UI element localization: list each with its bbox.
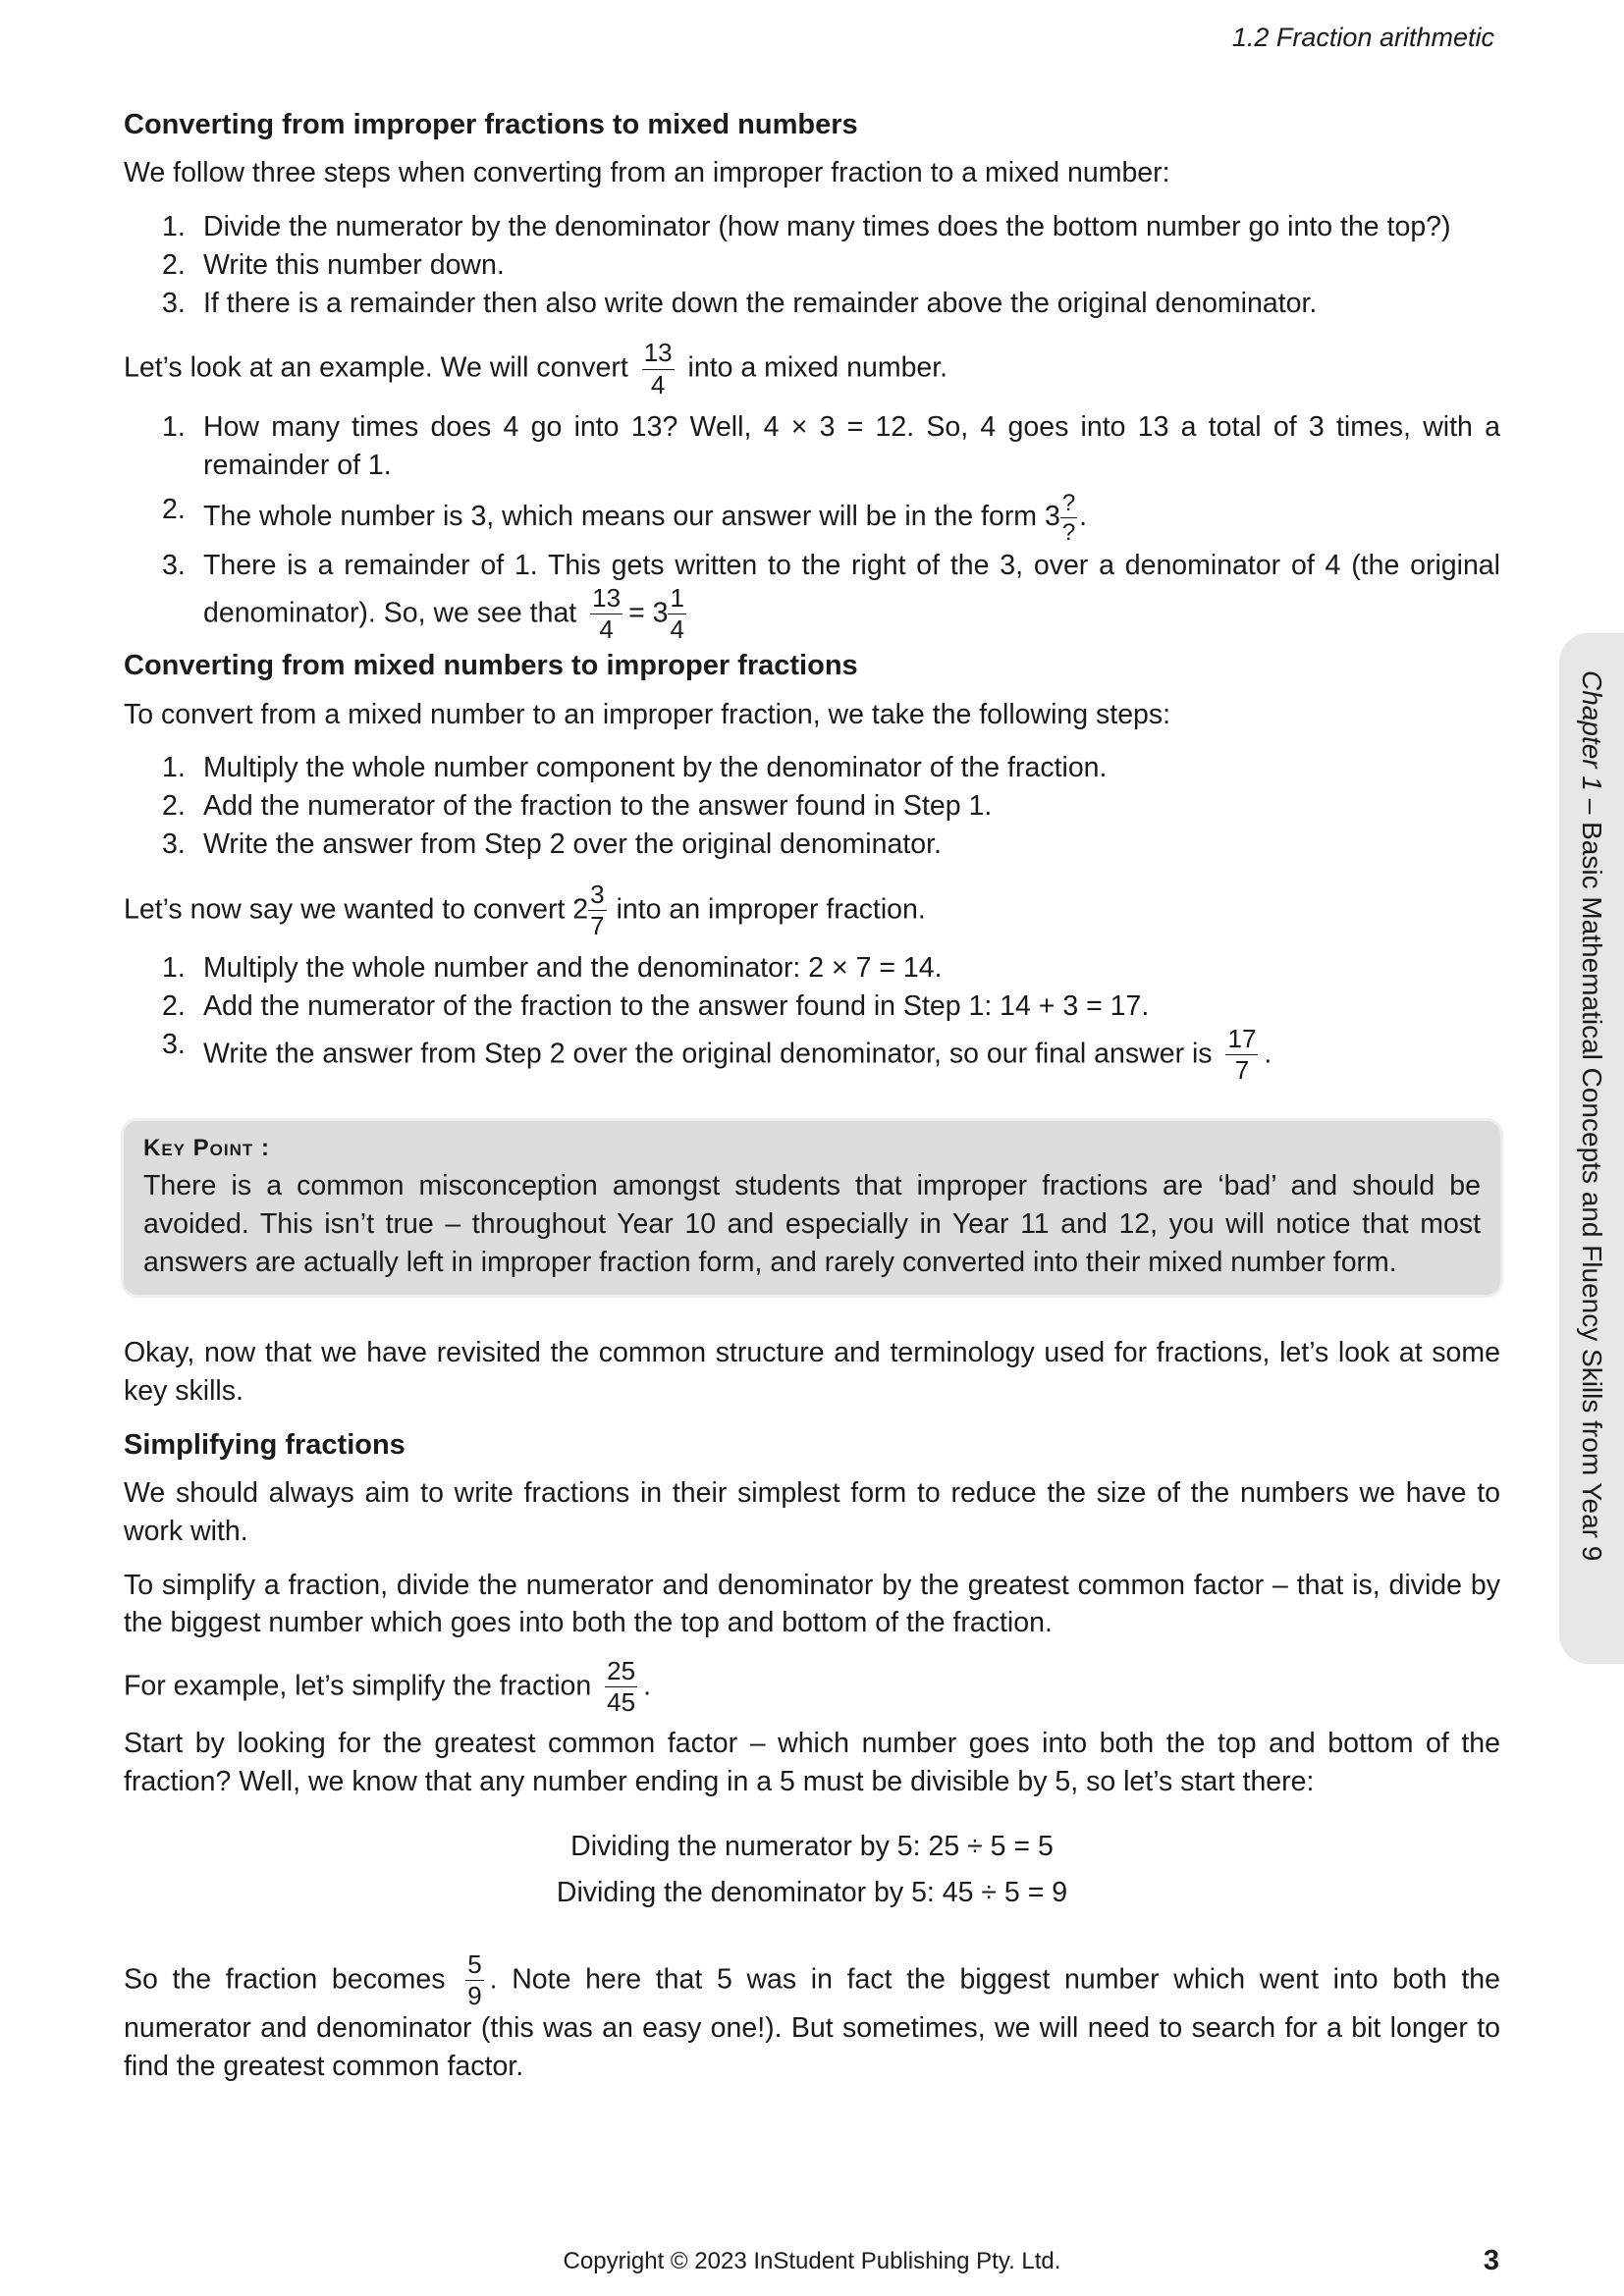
page-content — [124, 106, 1500, 2102]
numerator: 3 — [588, 881, 606, 911]
denominator: 7 — [1234, 1055, 1250, 1086]
list-item: Multiply the whole number and the denominator: 2 × 7 = 14. — [203, 952, 943, 985]
paragraph: To convert from a mixed number to an improper fraction, we take the following steps: — [124, 698, 1171, 730]
chapter-side-tab — [1559, 633, 1624, 1664]
calculation-line: Dividing the denominator by 5: 45 ÷ 5 = 9 — [556, 1877, 1068, 1909]
text: . — [1079, 500, 1088, 532]
denominator: 4 — [650, 369, 666, 400]
section-heading-mixed-to-improper: Converting from mixed numbers to improper fractions — [124, 650, 858, 682]
list-item — [203, 547, 1500, 643]
list-item: Add the numerator of the fraction to the answer found in Step 1: 14 + 3 = 17. — [203, 990, 1150, 1023]
list-item: Write the answer from Step 2 over the original denominator. — [203, 828, 942, 860]
section-heading-improper-to-mixed: Converting from improper fractions to mixed numbers — [124, 109, 858, 140]
page-number: 3 — [1483, 2245, 1499, 2276]
running-header: 1.2 Fraction arithmetic — [1231, 23, 1494, 52]
text: The whole number is 3, which means our answer will be in the form 3 — [203, 500, 1060, 532]
text: . — [1264, 1038, 1272, 1070]
text: into an improper fraction. — [616, 893, 926, 926]
list-item — [203, 1023, 1500, 1086]
paragraph: Start by looking for the greatest common factor – which number goes into both the top and bottom of the fraction? Well, we know that any number ending in a 5 must be divisible by 5, so let’s start there: — [124, 1727, 1500, 1797]
calculation-block — [124, 1828, 1500, 1912]
example-steps-list — [124, 408, 1500, 643]
text: Let’s look at an example. We will convert — [124, 351, 628, 384]
paragraph: Okay, now that we have revisited the common structure and terminology used for fractions, let’s look at some key skills. — [124, 1337, 1500, 1407]
key-point-title: Key Point : — [143, 1135, 270, 1162]
example-steps-list — [124, 949, 1500, 1084]
list-item: If there is a remainder then also write down the remainder above the original denominator. — [203, 287, 1318, 319]
fraction — [605, 1658, 637, 1717]
text: Let’s now say we wanted to convert 2 — [124, 893, 589, 926]
numerator: 13 — [590, 585, 623, 614]
chapter-side-label — [1578, 670, 1605, 1561]
denominator: 4 — [599, 614, 614, 644]
numerator: 25 — [605, 1658, 637, 1687]
chapter-number: Chapter 1 — [1577, 670, 1607, 791]
calculation-line: Dividing the numerator by 5: 25 ÷ 5 = 5 — [570, 1831, 1054, 1863]
paragraph: We follow three steps when converting from an improper fraction to a mixed number: — [124, 157, 1170, 189]
result-paragraph — [124, 1951, 1500, 2086]
example-paragraph — [124, 1658, 1500, 1717]
list-item: How many times does 4 go into 13? Well, 4 × 3 = 12. So, 4 goes into 13 a total of 3 times, with a remainder of 1. — [203, 411, 1500, 481]
list-item: Write this number down. — [203, 248, 505, 281]
steps-list — [124, 208, 1500, 322]
chapter-title: – Basic Mathematical Concepts and Fluency Skills from Year 9 — [1577, 790, 1607, 1562]
text: into a mixed number. — [687, 351, 948, 384]
text: There is a remainder of 1. This gets written to the right of the 3, over a denominator of 4 (the original denominator). So, we see that — [203, 549, 1500, 628]
numerator: 17 — [1225, 1026, 1258, 1055]
text: . Note here that 5 was in fact the biggest number which went into both the numerator and denominator (this was an easy one!). But sometimes, we will need to search for a bit longer to find the greatest common factor. — [124, 1963, 1500, 2083]
fraction — [642, 340, 675, 399]
fraction — [1060, 491, 1077, 545]
example-paragraph — [124, 340, 1500, 399]
text: For example, let’s simplify the fraction — [124, 1670, 592, 1702]
text: So the fraction becomes — [124, 1963, 446, 1996]
denominator: ? — [1061, 518, 1076, 546]
list-item: Divide the numerator by the denominator (how many times does the bottom number go into the top?) — [203, 211, 1451, 243]
section-heading-simplifying: Simplifying fractions — [124, 1428, 406, 1461]
fraction — [668, 582, 685, 644]
numerator: 5 — [465, 1951, 483, 1981]
paragraph: To simplify a fraction, divide the numerator and denominator by the greatest common factor – that is, divide by the biggest number which goes into both the top and bottom of the fraction. — [124, 1569, 1500, 1639]
example-paragraph — [124, 881, 1500, 940]
fraction — [1225, 1023, 1258, 1086]
fraction — [588, 881, 606, 940]
key-point-box — [124, 1121, 1500, 1295]
paragraph: We should always aim to write fractions in their simplest form to reduce the size of the numbers we have to work with. — [124, 1477, 1500, 1547]
denominator: 4 — [670, 614, 684, 644]
copyright-footer: Copyright © 2023 InStudent Publishing Pty. Ltd. — [563, 2248, 1061, 2274]
denominator: 7 — [590, 910, 605, 940]
numerator: 1 — [668, 585, 685, 614]
numerator: 13 — [642, 340, 675, 369]
list-item: Add the numerator of the fraction to the answer found in Step 1. — [203, 790, 993, 823]
fraction — [465, 1951, 483, 2010]
key-point-body: There is a common misconception amongst students that improper fractions are ‘bad’ and should be avoided. This isn’t true – throughout Year 10 and especially in Year 11 and 12, you will notice that most answers are actually left in improper fraction form, and rarely converted into their mixed number form. — [143, 1170, 1481, 1278]
fraction — [590, 582, 623, 644]
list-item: Multiply the whole number component by the denominator of the fraction. — [203, 752, 1108, 784]
text: . — [643, 1670, 651, 1702]
denominator: 9 — [467, 1981, 482, 2011]
numerator: ? — [1060, 491, 1077, 518]
text: Write the answer from Step 2 over the original denominator, so our final answer is — [203, 1038, 1213, 1070]
list-item — [203, 491, 1500, 545]
steps-list — [124, 749, 1500, 863]
text: = 3 — [628, 596, 669, 628]
denominator: 45 — [607, 1687, 636, 1718]
